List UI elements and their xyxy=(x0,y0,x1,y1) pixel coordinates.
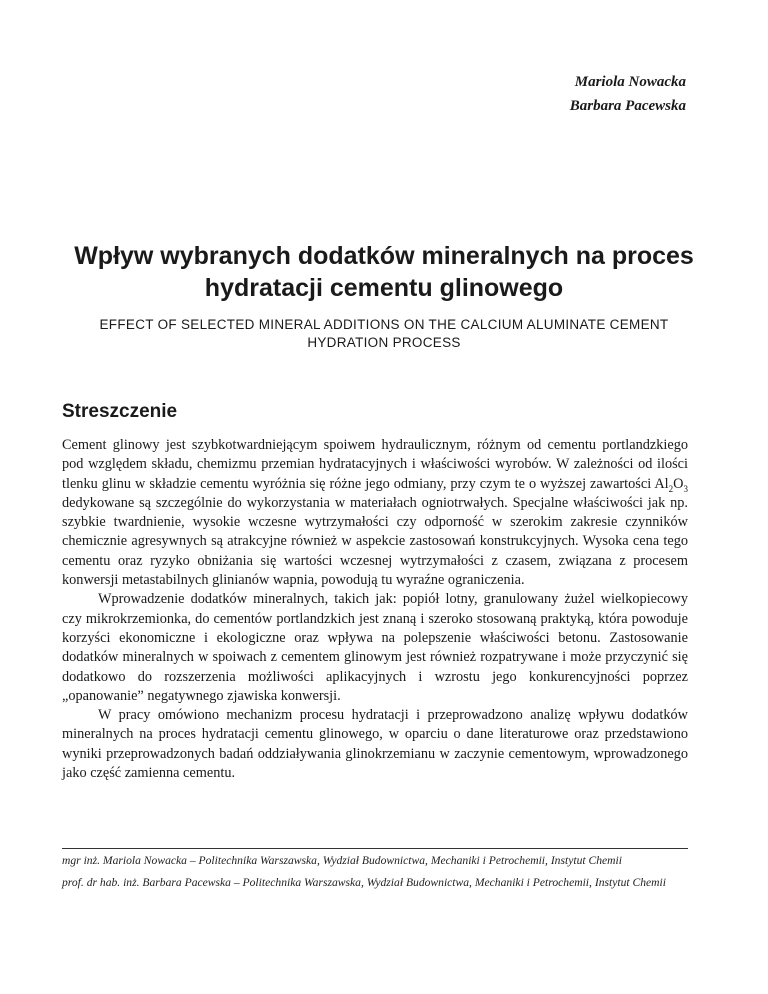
abstract-paragraph: W pracy omówiono mechanizm procesu hydratacji i przeprowadzono analizę wpływu dodatków mineralnych na proces hydratacji cementu glinowego, w oparciu o dane literaturowe oraz przedstawiono wyniki przeprowadzonych badań oddziaływania glinokrzemianu w zaczynie cementowym, wprowadzonego jako część zamienna cementu. xyxy=(62,707,688,782)
abstract-heading: Streszczenie xyxy=(62,401,178,422)
affiliation-note: prof. dr hab. inż. Barbara Pacewska – Politechnika Warszawska, Wydział Budownictwa, Mechaniki i Petrochemii, Instytut Chemii xyxy=(62,876,666,889)
author-name: Mariola Nowacka xyxy=(574,74,686,90)
footnote-divider xyxy=(62,848,688,849)
affiliation-note: mgr inż. Mariola Nowacka – Politechnika Warszawska, Wydział Budownictwa, Mechaniki i Petrochemii, Instytut Chemii xyxy=(62,854,622,867)
author-affiliations xyxy=(62,853,688,897)
author-name: Barbara Pacewska xyxy=(569,98,686,114)
abstract-paragraph: Wprowadzenie dodatków mineralnych, takich jak: popiół lotny, granulowany żużel wielkopiecowy czy mikrokrzemionka, do cementów portlandzkich jest znaną i szeroko stosowaną praktyką, która powoduje korzyści ekonomiczne i ekologiczne oraz wpływa na polepszenie właściwości betonu. Zastosowanie dodatków mineralnych w spoiwach z cementem glinowym jest również rozpatrywane i może przyczynić się dodatkowo do rozszerzenia możliwości aplikacyjnych i wzrostu jego konkurencyjności poprzez „opanowanie” negatywnego zjawiska konwersji. xyxy=(62,591,688,704)
chemical-formula: $Al_2O_3$ xyxy=(654,475,688,494)
author-list xyxy=(570,70,686,118)
abstract-body xyxy=(62,436,688,783)
abstract-paragraph: Cement glinowy jest szybkotwardniejącym spoiwem hydraulicznym, różnym od cementu portlandzkiego pod względem składu, chemizmu przemian hydratacyjnych i właściwości wyrobów. W zależności od ilości tlenku glinu w składzie cementu wyróżnia się różne jego odmiany, przy czym te o wyższej zawartości $Al_2O_3$ dedykowane są szczególnie do wykorzystania w materiałach ogniotrwałych. Specjalne właściwości jak np. szybkie twardnienie, wysokie wczesne wytrzymałości czy odporność w szerokim zakresie czynników chemicznie agresywnych są atrakcyjne również w aspekcie zastosowań konstrukcyjnych. Wysoka cena tego cementu oraz ryzyko obniżania się wartości wczesnej wytrzymałości z czasem, związana z procesem konwersji metastabilnych glinianów wapnia, powodują tu wyraźne ograniczenia. xyxy=(62,437,688,589)
paper-subtitle-english: EFFECT OF SELECTED MINERAL ADDITIONS ON THE CALCIUM ALUMINATE CEMENT HYDRATION PROCESS xyxy=(99,317,669,350)
paper-title: Wpływ wybranych dodatków mineralnych na proces hydratacji cementu glinowego xyxy=(74,242,694,302)
